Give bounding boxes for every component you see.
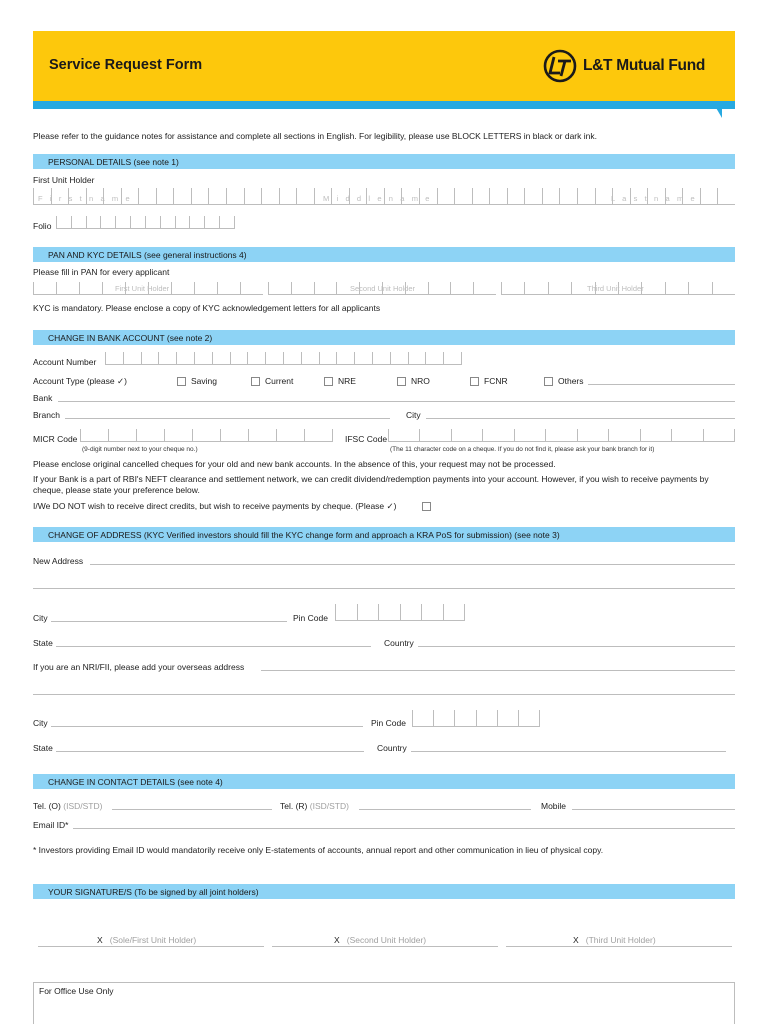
type-label: Others (558, 376, 584, 386)
office-use-box (33, 982, 735, 1024)
overseas-city-line[interactable] (51, 726, 363, 727)
intro-text: Please refer to the guidance notes for assistance and complete all sections in English. For legibility, please use BLOCK LETTERS in black or dark ink. (33, 131, 597, 141)
office-use-label: For Office Use Only (39, 986, 114, 996)
tel-residence-line[interactable] (359, 809, 531, 810)
folio-field[interactable] (56, 216, 235, 229)
checkbox[interactable] (324, 377, 333, 386)
checkbox[interactable] (177, 377, 186, 386)
section-title: CHANGE OF ADDRESS (KYC Verified investors should fill the KYC change form and approach a KRA PoS for submission) (see note 3) (48, 530, 560, 540)
header-stripe (33, 101, 735, 109)
section-title: CHANGE IN CONTACT DETAILS (see note 4) (48, 777, 223, 787)
section-title: PAN AND KYC DETAILS (see general instructions 4) (48, 250, 247, 260)
type-label: NRE (338, 376, 356, 386)
tel-office-hint: (ISD/STD) (63, 801, 103, 811)
lt-logo-icon (543, 49, 577, 83)
signature-mark: X (334, 935, 340, 945)
micr-label: MICR Code (33, 434, 78, 444)
type-current[interactable] (251, 376, 293, 386)
first-holder-label: First Unit Holder (33, 175, 95, 185)
overseas-state-line[interactable] (56, 751, 364, 752)
checkbox[interactable] (251, 377, 260, 386)
new-address-label: New Address (33, 556, 84, 566)
kyc-note: KYC is mandatory. Please enclose a copy of KYC acknowledgement letters for all applicants (33, 303, 381, 313)
section-title: PERSONAL DETAILS (see note 1) (48, 157, 179, 167)
account-number-field[interactable] (105, 352, 462, 365)
ifsc-label: IFSC Code (345, 434, 388, 444)
checkbox[interactable] (470, 377, 479, 386)
brand (543, 49, 705, 83)
bank-label: Bank (33, 393, 53, 403)
pan-third-hint: Third Unit Holder (587, 284, 644, 293)
signature-second-hint: (Second Unit Holder) (346, 935, 427, 945)
type-others[interactable] (544, 376, 584, 386)
checkbox[interactable] (397, 377, 406, 386)
tel-office-line[interactable] (112, 809, 272, 810)
signature-second-line[interactable] (272, 946, 498, 947)
email-label: Email ID* (33, 820, 69, 830)
cheque-preference-checkbox[interactable] (422, 502, 431, 511)
tel-residence-text: Tel. (R) (280, 801, 308, 811)
folio-label: Folio (33, 221, 52, 231)
country-label: Country (384, 638, 414, 648)
overseas-country-line[interactable] (411, 751, 726, 752)
type-nro[interactable] (397, 376, 430, 386)
pan-first-field[interactable] (33, 282, 263, 295)
pan-first-hint: First Unit Holder (115, 284, 170, 293)
cheque-preference-label: I/We DO NOT wish to receive direct credits, but wish to receive payments by cheque. (Please ✓) (33, 501, 397, 511)
new-address-line-1[interactable] (90, 564, 735, 565)
overseas-city-label: City (33, 718, 48, 728)
section-personal-details (33, 154, 735, 169)
nri-address-label: If you are an NRI/FII, please add your overseas address (33, 662, 245, 672)
micr-hint: (9-digit number next to your cheque no.) (82, 446, 198, 453)
nri-address-line-1[interactable] (261, 670, 735, 671)
section-title: CHANGE IN BANK ACCOUNT (see note 2) (48, 333, 213, 343)
email-line[interactable] (73, 828, 735, 829)
type-nre[interactable] (324, 376, 356, 386)
overseas-country-label: Country (377, 743, 407, 753)
section-bank-account (33, 330, 735, 345)
signature-first-hint: (Sole/First Unit Holder) (109, 935, 197, 945)
type-fcnr[interactable] (470, 376, 508, 386)
pan-fill-label: Please fill in PAN for every applicant (33, 267, 170, 277)
state-label: State (33, 638, 53, 648)
type-label: NRO (411, 376, 430, 386)
enclose-note: Please enclose original cancelled cheques for your old and new bank accounts. In the absence of this, your request may not be processed. (33, 459, 556, 469)
tel-residence-label (280, 801, 349, 811)
name-field[interactable] (33, 188, 735, 205)
form-title: Service Request Form (49, 57, 203, 73)
ifsc-hint: (The 11 character code on a cheque. If you do not find it, please ask your bank branch for it) (390, 446, 655, 453)
type-label: Current (265, 376, 294, 386)
tel-office-label (33, 801, 102, 811)
signature-third-hint: (Third Unit Holder) (585, 935, 656, 945)
branch-line[interactable] (65, 418, 390, 419)
email-note: * Investors providing Email ID would mandatorily receive only E-statements of accounts, annual report and other communication in lieu of physical copy. (33, 845, 604, 855)
overseas-pin-field[interactable] (412, 710, 540, 727)
nri-address-line-2[interactable] (33, 694, 735, 695)
account-number-label: Account Number (33, 357, 97, 367)
signature-third (573, 935, 656, 945)
signature-mark: X (573, 935, 579, 945)
ifsc-field[interactable] (388, 429, 735, 442)
pan-third-field[interactable] (501, 282, 735, 295)
new-address-line-2[interactable] (33, 588, 735, 589)
section-title: YOUR SIGNATURE/S (To be signed by all joint holders) (48, 887, 259, 897)
bank-city-line[interactable] (426, 418, 735, 419)
tel-residence-hint: (ISD/STD) (309, 801, 349, 811)
pan-second-hint: Second Unit Holder (350, 284, 416, 293)
pan-second-field[interactable] (268, 282, 496, 295)
others-line[interactable] (588, 384, 735, 385)
section-change-of-address (33, 527, 735, 542)
signature-second (334, 935, 426, 945)
pin-field[interactable] (335, 604, 465, 621)
mobile-line[interactable] (572, 809, 735, 810)
header-stripe-corner (712, 101, 722, 118)
micr-field[interactable] (80, 429, 333, 442)
bank-city-label: City (406, 410, 421, 420)
mobile-label: Mobile (541, 801, 567, 811)
last-name-hint: L a s t n a m e (611, 194, 698, 203)
section-contact-details (33, 774, 735, 789)
state-line[interactable] (56, 646, 371, 647)
account-type-label: Account Type (please ✓) (33, 376, 127, 386)
checkbox[interactable] (544, 377, 553, 386)
pin-label: Pin Code (293, 613, 328, 623)
branch-label: Branch (33, 410, 60, 420)
overseas-pin-label: Pin Code (371, 718, 406, 728)
signature-mark: X (97, 935, 103, 945)
city-line[interactable] (51, 621, 287, 622)
type-label: FCNR (484, 376, 508, 386)
bank-line[interactable] (58, 401, 735, 402)
type-label: Saving (191, 376, 217, 386)
city-label: City (33, 613, 48, 623)
type-saving[interactable] (177, 376, 217, 386)
neft-note: If your Bank is a part of RBI's NEFT clearance and settlement network, we can credit dividend/redemption payments into your account. However, if you wish to receive payments by cheque, please state your preference below. (33, 474, 709, 495)
brand-name: L&T Mutual Fund (583, 57, 706, 74)
section-pan-kyc (33, 247, 735, 262)
first-name-hint: F i r s t n a m e (38, 194, 133, 203)
tel-office-text: Tel. (O) (33, 801, 61, 811)
country-line[interactable] (418, 646, 735, 647)
signature-first (97, 935, 196, 945)
section-signature (33, 884, 735, 899)
middle-name-hint: M i d d l e n a m e (323, 194, 433, 203)
overseas-state-label: State (33, 743, 53, 753)
signature-first-line[interactable] (38, 946, 264, 947)
signature-third-line[interactable] (506, 946, 732, 947)
